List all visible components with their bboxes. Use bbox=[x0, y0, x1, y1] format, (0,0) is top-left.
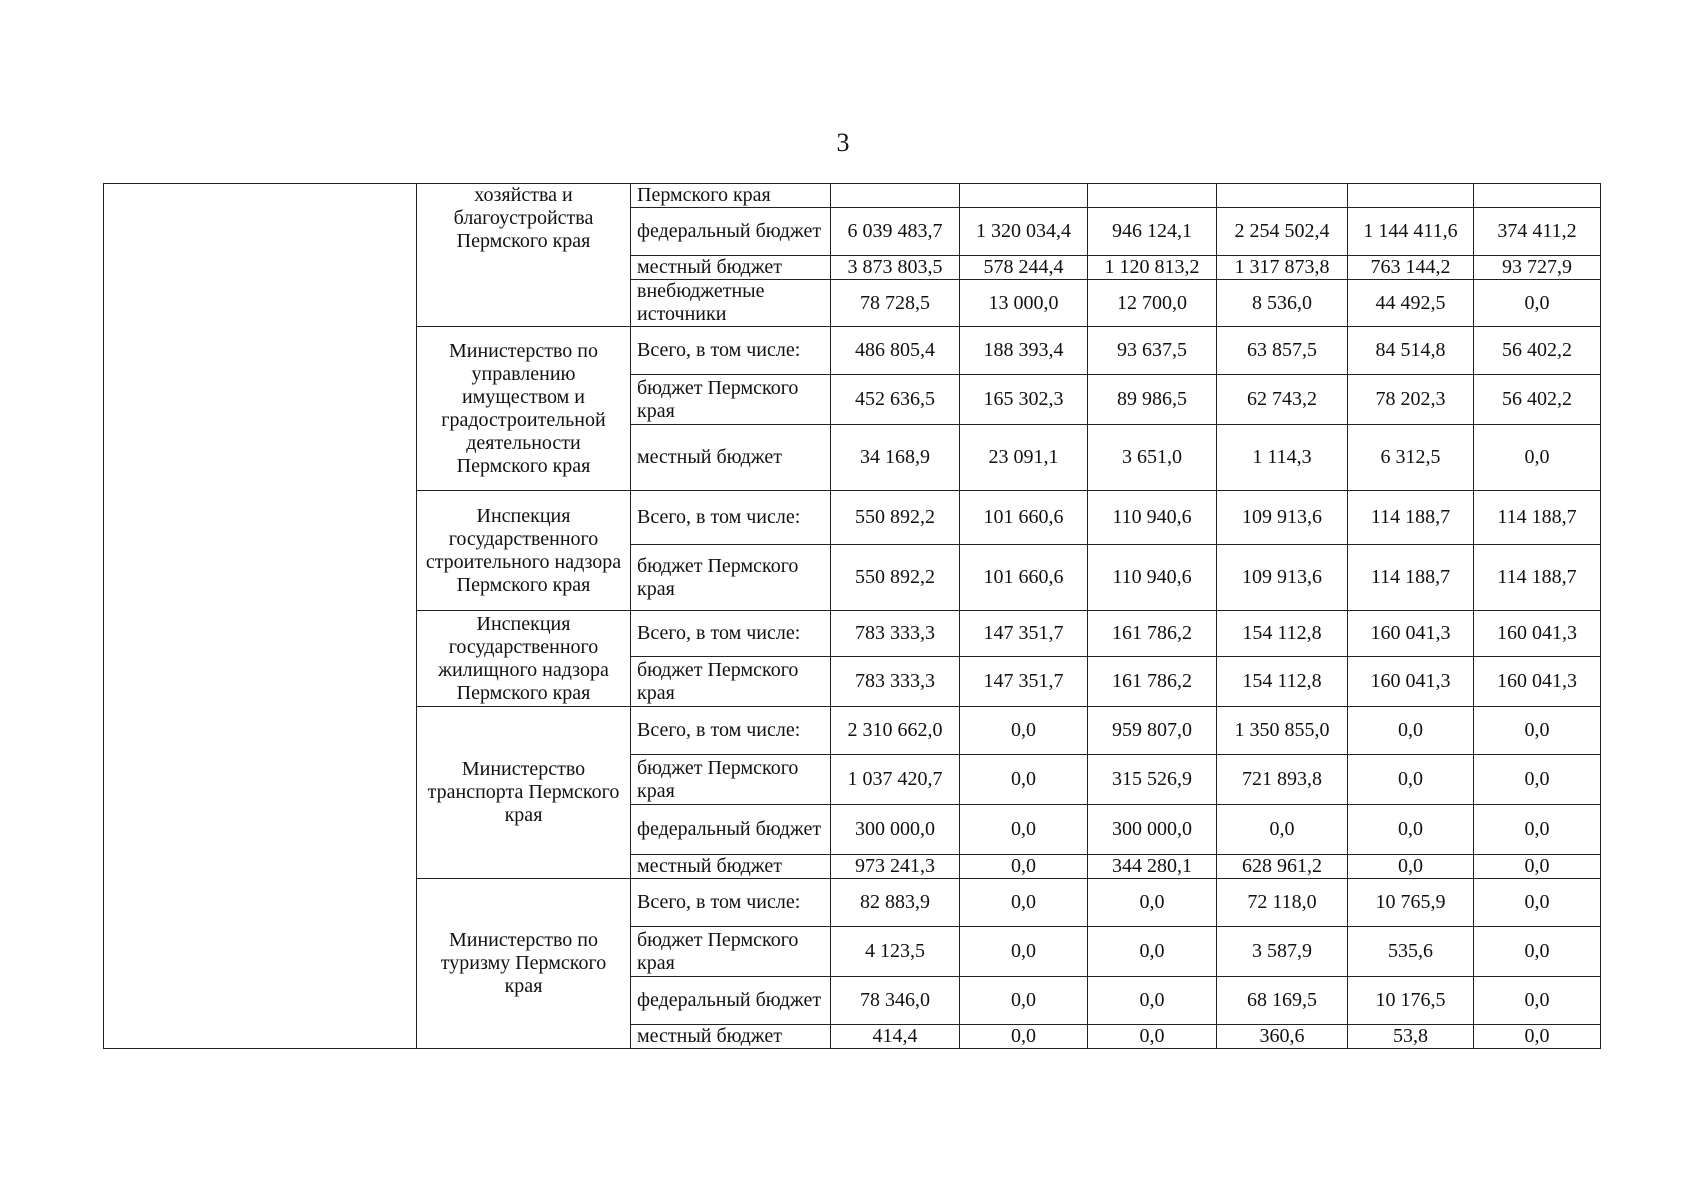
amount-cell: 550 892,2 bbox=[831, 545, 960, 611]
amount-cell: 10 765,9 bbox=[1348, 879, 1474, 927]
amount-cell: 3 873 803,5 bbox=[831, 256, 960, 280]
funding-source-cell: бюджет Пермского края bbox=[631, 755, 831, 805]
amount-cell: 783 333,3 bbox=[831, 611, 960, 657]
amount-cell: 44 492,5 bbox=[1348, 280, 1474, 327]
org-cell-property-ministry: Министерство по управлению имуществом и градостроительной деятельности Пермского края bbox=[417, 327, 631, 491]
amount-cell: 0,0 bbox=[1474, 805, 1601, 855]
funding-source-cell: бюджет Пермского края bbox=[631, 927, 831, 977]
amount-cell: 0,0 bbox=[960, 805, 1088, 855]
amount-cell: 959 807,0 bbox=[1088, 707, 1217, 755]
amount-cell: 1 144 411,6 bbox=[1348, 208, 1474, 256]
amount-cell: 101 660,6 bbox=[960, 545, 1088, 611]
amount-cell: 6 312,5 bbox=[1348, 425, 1474, 491]
amount-cell: 374 411,2 bbox=[1474, 208, 1601, 256]
amount-cell: 1 114,3 bbox=[1217, 425, 1348, 491]
funding-source-cell: Всего, в том числе: bbox=[631, 491, 831, 545]
amount-cell: 188 393,4 bbox=[960, 327, 1088, 375]
table-row bbox=[104, 184, 1601, 208]
funding-source-cell: бюджет Пермского края bbox=[631, 375, 831, 425]
amount-cell: 114 188,7 bbox=[1474, 491, 1601, 545]
amount-cell: 110 940,6 bbox=[1088, 545, 1217, 611]
amount-cell: 161 786,2 bbox=[1088, 611, 1217, 657]
amount-cell: 0,0 bbox=[1474, 927, 1601, 977]
amount-cell: 0,0 bbox=[960, 1025, 1088, 1049]
amount-cell: 550 892,2 bbox=[831, 491, 960, 545]
amount-cell: 147 351,7 bbox=[960, 611, 1088, 657]
amount-cell: 78 728,5 bbox=[831, 280, 960, 327]
amount-cell: 160 041,3 bbox=[1348, 611, 1474, 657]
org-cell-housing-inspection: Инспекция государственного жилищного надзора Пермского края bbox=[417, 611, 631, 707]
amount-cell: 34 168,9 bbox=[831, 425, 960, 491]
amount-cell: 0,0 bbox=[1474, 280, 1601, 327]
amount-cell: 10 176,5 bbox=[1348, 977, 1474, 1025]
org-cell-construction-inspection: Инспекция государственного строительного надзора Пермского края bbox=[417, 491, 631, 611]
amount-cell: 300 000,0 bbox=[831, 805, 960, 855]
amount-cell: 160 041,3 bbox=[1474, 657, 1601, 707]
amount-cell: 109 913,6 bbox=[1217, 545, 1348, 611]
amount-cell: 0,0 bbox=[1474, 755, 1601, 805]
amount-cell: 12 700,0 bbox=[1088, 280, 1217, 327]
amount-cell: 109 913,6 bbox=[1217, 491, 1348, 545]
amount-cell: 0,0 bbox=[1474, 707, 1601, 755]
amount-cell: 63 857,5 bbox=[1217, 327, 1348, 375]
funding-source-cell: федеральный бюджет bbox=[631, 805, 831, 855]
amount-cell: 535,6 bbox=[1348, 927, 1474, 977]
amount-cell: 53,8 bbox=[1348, 1025, 1474, 1049]
amount-cell: 160 041,3 bbox=[1474, 611, 1601, 657]
amount-cell: 13 000,0 bbox=[960, 280, 1088, 327]
amount-cell: 0,0 bbox=[960, 977, 1088, 1025]
funding-source-cell: местный бюджет bbox=[631, 1025, 831, 1049]
amount-cell: 414,4 bbox=[831, 1025, 960, 1049]
amount-cell: 452 636,5 bbox=[831, 375, 960, 425]
amount-cell: 0,0 bbox=[1348, 707, 1474, 755]
amount-cell: 101 660,6 bbox=[960, 491, 1088, 545]
amount-cell: 578 244,4 bbox=[960, 256, 1088, 280]
amount-cell bbox=[960, 184, 1088, 208]
funding-table-body bbox=[104, 184, 1601, 1049]
org-cell-tourism-ministry: Министерство по туризму Пермского края bbox=[417, 879, 631, 1049]
org-cell-housing-utilities: хозяйства и благоустройства Пермского края bbox=[417, 184, 631, 327]
amount-cell: 763 144,2 bbox=[1348, 256, 1474, 280]
funding-source-cell: местный бюджет bbox=[631, 256, 831, 280]
amount-cell bbox=[1217, 184, 1348, 208]
amount-cell: 114 188,7 bbox=[1348, 491, 1474, 545]
funding-source-cell: Всего, в том числе: bbox=[631, 707, 831, 755]
amount-cell: 0,0 bbox=[1217, 805, 1348, 855]
amount-cell bbox=[1088, 184, 1217, 208]
amount-cell: 93 637,5 bbox=[1088, 327, 1217, 375]
amount-cell: 0,0 bbox=[1474, 1025, 1601, 1049]
amount-cell: 23 091,1 bbox=[960, 425, 1088, 491]
amount-cell: 0,0 bbox=[1088, 879, 1217, 927]
funding-source-cell: Всего, в том числе: bbox=[631, 327, 831, 375]
blank-column-cell bbox=[104, 184, 417, 1049]
amount-cell: 161 786,2 bbox=[1088, 657, 1217, 707]
amount-cell: 93 727,9 bbox=[1474, 256, 1601, 280]
amount-cell: 1 320 034,4 bbox=[960, 208, 1088, 256]
amount-cell: 2 254 502,4 bbox=[1217, 208, 1348, 256]
amount-cell: 344 280,1 bbox=[1088, 855, 1217, 879]
amount-cell: 0,0 bbox=[1088, 927, 1217, 977]
page-number: 3 bbox=[836, 128, 850, 157]
funding-table bbox=[103, 183, 1601, 1049]
amount-cell: 114 188,7 bbox=[1348, 545, 1474, 611]
amount-cell: 0,0 bbox=[1474, 879, 1601, 927]
amount-cell: 78 346,0 bbox=[831, 977, 960, 1025]
funding-source-cell: внебюджетные источники bbox=[631, 280, 831, 327]
amount-cell: 486 805,4 bbox=[831, 327, 960, 375]
amount-cell: 0,0 bbox=[960, 755, 1088, 805]
amount-cell: 1 317 873,8 bbox=[1217, 256, 1348, 280]
amount-cell: 160 041,3 bbox=[1348, 657, 1474, 707]
amount-cell: 0,0 bbox=[1088, 1025, 1217, 1049]
amount-cell: 1 350 855,0 bbox=[1217, 707, 1348, 755]
amount-cell: 82 883,9 bbox=[831, 879, 960, 927]
funding-source-cell: Всего, в том числе: bbox=[631, 611, 831, 657]
amount-cell: 0,0 bbox=[1348, 855, 1474, 879]
amount-cell: 154 112,8 bbox=[1217, 657, 1348, 707]
amount-cell: 3 587,9 bbox=[1217, 927, 1348, 977]
amount-cell: 68 169,5 bbox=[1217, 977, 1348, 1025]
amount-cell: 3 651,0 bbox=[1088, 425, 1217, 491]
amount-cell: 973 241,3 bbox=[831, 855, 960, 879]
amount-cell: 1 120 813,2 bbox=[1088, 256, 1217, 280]
funding-source-cell: Пермского края bbox=[631, 184, 831, 208]
funding-source-cell: Всего, в том числе: bbox=[631, 879, 831, 927]
amount-cell: 0,0 bbox=[960, 879, 1088, 927]
amount-cell: 165 302,3 bbox=[960, 375, 1088, 425]
amount-cell: 56 402,2 bbox=[1474, 327, 1601, 375]
funding-source-cell: местный бюджет bbox=[631, 855, 831, 879]
amount-cell: 315 526,9 bbox=[1088, 755, 1217, 805]
amount-cell: 360,6 bbox=[1217, 1025, 1348, 1049]
amount-cell: 89 986,5 bbox=[1088, 375, 1217, 425]
amount-cell: 4 123,5 bbox=[831, 927, 960, 977]
amount-cell: 72 118,0 bbox=[1217, 879, 1348, 927]
funding-source-cell: федеральный бюджет bbox=[631, 977, 831, 1025]
amount-cell: 1 037 420,7 bbox=[831, 755, 960, 805]
amount-cell: 0,0 bbox=[1474, 977, 1601, 1025]
amount-cell: 0,0 bbox=[1348, 805, 1474, 855]
amount-cell: 56 402,2 bbox=[1474, 375, 1601, 425]
amount-cell: 84 514,8 bbox=[1348, 327, 1474, 375]
amount-cell: 628 961,2 bbox=[1217, 855, 1348, 879]
amount-cell: 0,0 bbox=[1088, 977, 1217, 1025]
amount-cell: 110 940,6 bbox=[1088, 491, 1217, 545]
amount-cell: 62 743,2 bbox=[1217, 375, 1348, 425]
amount-cell bbox=[1474, 184, 1601, 208]
amount-cell: 0,0 bbox=[1474, 855, 1601, 879]
amount-cell: 8 536,0 bbox=[1217, 280, 1348, 327]
amount-cell bbox=[1348, 184, 1474, 208]
funding-source-cell: федеральный бюджет bbox=[631, 208, 831, 256]
amount-cell: 721 893,8 bbox=[1217, 755, 1348, 805]
amount-cell: 2 310 662,0 bbox=[831, 707, 960, 755]
amount-cell: 783 333,3 bbox=[831, 657, 960, 707]
funding-source-cell: бюджет Пермского края bbox=[631, 545, 831, 611]
amount-cell: 0,0 bbox=[960, 855, 1088, 879]
amount-cell: 0,0 bbox=[960, 927, 1088, 977]
amount-cell: 300 000,0 bbox=[1088, 805, 1217, 855]
amount-cell: 114 188,7 bbox=[1474, 545, 1601, 611]
amount-cell: 147 351,7 bbox=[960, 657, 1088, 707]
amount-cell: 78 202,3 bbox=[1348, 375, 1474, 425]
amount-cell bbox=[831, 184, 960, 208]
amount-cell: 0,0 bbox=[1348, 755, 1474, 805]
amount-cell: 946 124,1 bbox=[1088, 208, 1217, 256]
amount-cell: 0,0 bbox=[1474, 425, 1601, 491]
funding-source-cell: бюджет Пермского края bbox=[631, 657, 831, 707]
amount-cell: 154 112,8 bbox=[1217, 611, 1348, 657]
amount-cell: 6 039 483,7 bbox=[831, 208, 960, 256]
funding-source-cell: местный бюджет bbox=[631, 425, 831, 491]
amount-cell: 0,0 bbox=[960, 707, 1088, 755]
org-cell-transport-ministry: Министерство транспорта Пермского края bbox=[417, 707, 631, 879]
